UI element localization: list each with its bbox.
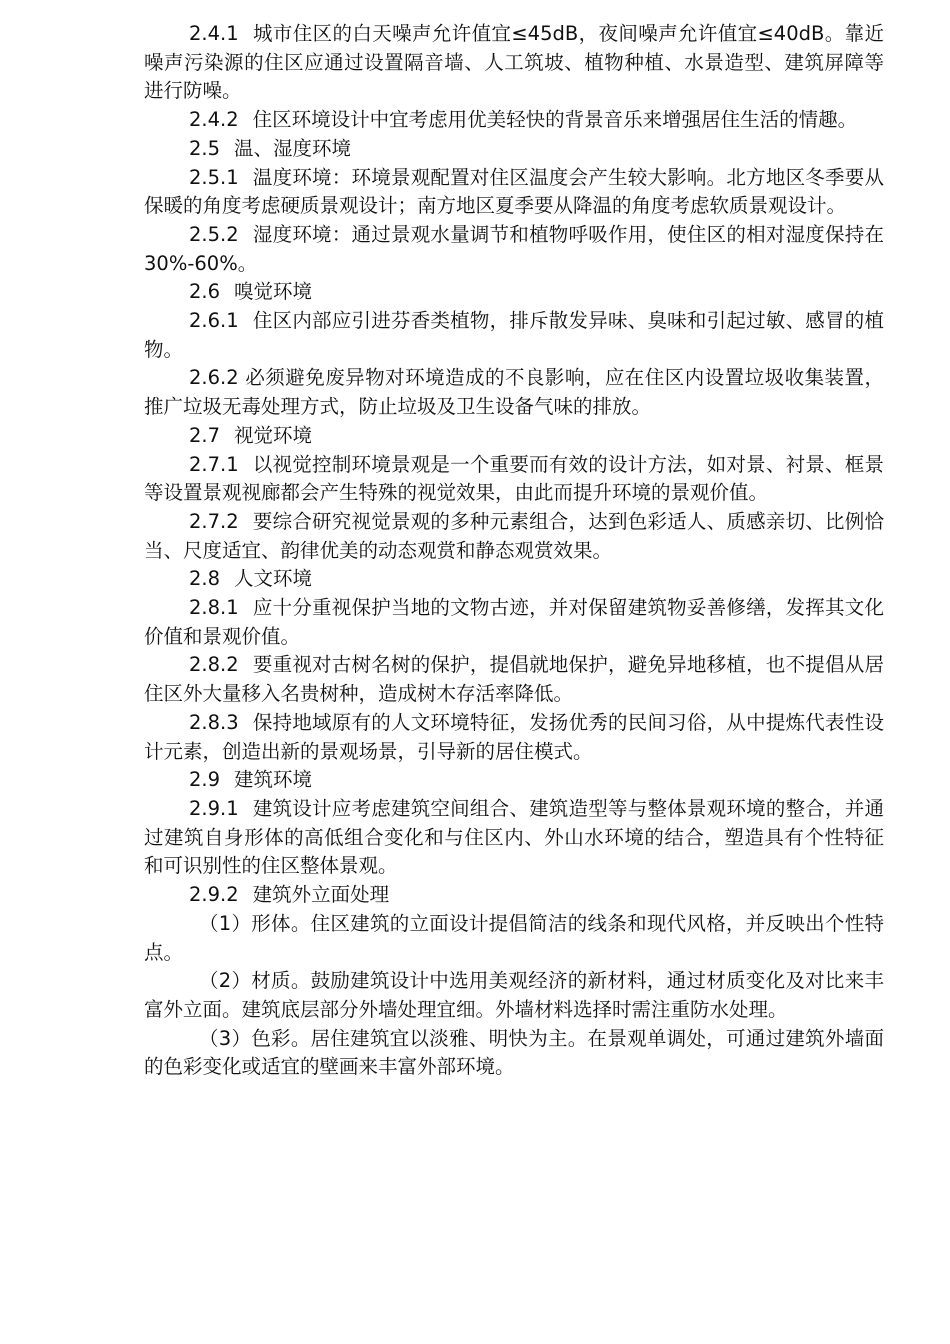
section-number: 2.5.1 bbox=[189, 165, 239, 189]
paragraph-text: 保持地域原有的人文环境特征，发扬优秀的民间习俗，从中提炼代表性设计元素，创造出新的景观场景，引导新的居住模式。 bbox=[144, 710, 884, 763]
paragraph-text: 湿度环境：通过景观水量调节和植物呼吸作用，使住区的相对湿度保持在30%-60%。 bbox=[144, 222, 884, 275]
paragraph-2-5-1 bbox=[144, 164, 884, 221]
section-number: 2.8.1 bbox=[189, 596, 239, 620]
heading-text: 建筑环境 bbox=[234, 768, 313, 792]
paragraph-2-8-3 bbox=[144, 709, 884, 766]
paragraph-2-6-1 bbox=[144, 307, 884, 364]
heading-2-6 bbox=[144, 278, 884, 307]
section-number: 2.7.2 bbox=[189, 509, 239, 533]
section-number: 2.6 bbox=[189, 280, 221, 304]
heading-text: 温、湿度环境 bbox=[234, 136, 352, 160]
heading-text: 人文环境 bbox=[234, 567, 313, 591]
section-number: 2.6.1 bbox=[189, 309, 239, 333]
list-item-color bbox=[144, 1025, 884, 1082]
section-number: 2.5.2 bbox=[189, 222, 239, 246]
list-item-text: （3）色彩。居住建筑宜以淡雅、明快为主。在景观单调处，可通过建筑外墙面的色彩变化或适宜的壁画来丰富外部环境。 bbox=[144, 1026, 884, 1079]
section-number: 2.9.1 bbox=[189, 796, 239, 820]
paragraph-text: 应十分重视保护当地的文物古迹，并对保留建筑物妥善修缮，发挥其文化价值和景观价值。 bbox=[144, 596, 884, 648]
list-item-material bbox=[144, 967, 884, 1024]
section-number: 2.8.3 bbox=[189, 710, 239, 734]
paragraph-2-4-2 bbox=[144, 106, 884, 135]
list-item-form bbox=[144, 910, 884, 967]
document-body bbox=[144, 20, 884, 1082]
paragraph-text: 必须避免废异物对环境造成的不良影响，应在住区内设置垃圾收集装置，推广垃圾无毒处理方式，防止垃圾及卫生设备气味的排放。 bbox=[144, 366, 884, 419]
heading-2-7 bbox=[144, 422, 884, 451]
section-number: 2.9.2 bbox=[189, 883, 239, 907]
section-number: 2.7 bbox=[189, 423, 221, 447]
paragraph-2-8-1 bbox=[144, 594, 884, 651]
section-number: 2.6.2 bbox=[189, 366, 239, 390]
paragraph-2-7-2 bbox=[144, 508, 884, 565]
heading-2-9 bbox=[144, 766, 884, 795]
paragraph-text: 要综合研究视觉景观的多种元素组合，达到色彩适人、质感亲切、比例恰当、尺度适宜、韵律优美的动态观赏和静态观赏效果。 bbox=[144, 509, 884, 562]
section-number: 2.8 bbox=[189, 567, 221, 591]
section-number: 2.7.1 bbox=[189, 452, 239, 476]
heading-text: 视觉环境 bbox=[234, 423, 313, 447]
list-item-text: （1）形体。住区建筑的立面设计提倡简洁的线条和现代风格，并反映出个性特点。 bbox=[144, 911, 884, 964]
heading-text: 嗅觉环境 bbox=[234, 280, 313, 304]
paragraph-2-4-1 bbox=[144, 20, 884, 106]
paragraph-text: 住区内部应引进芬香类植物，排斥散发异味、臭味和引起过敏、感冒的植物。 bbox=[144, 309, 884, 361]
paragraph-text: 住区环境设计中宜考虑用优美轻快的背景音乐来增强居住生活的情趣。 bbox=[252, 108, 858, 132]
heading-text: 建筑外立面处理 bbox=[252, 883, 390, 907]
section-number: 2.9 bbox=[189, 768, 221, 792]
paragraph-text: 建筑设计应考虑建筑空间组合、建筑造型等与整体景观环境的整合，并通过建筑自身形体的高低组合变化和与住区内、外山水环境的结合，塑造具有个性特征和可识别性的住区整体景观。 bbox=[144, 796, 884, 878]
list-item-text: （2）材质。鼓励建筑设计中选用美观经济的新材料，通过材质变化及对比来丰富外立面。建筑底层部分外墙处理宜细。外墙材料选择时需注重防水处理。 bbox=[144, 969, 884, 1021]
paragraph-2-7-1 bbox=[144, 451, 884, 508]
heading-2-9-2 bbox=[144, 881, 884, 910]
paragraph-2-9-1 bbox=[144, 795, 884, 881]
paragraph-text: 温度环境：环境景观配置对住区温度会产生较大影响。北方地区冬季要从保暖的角度考虑硬质景观设计；南方地区夏季要从降温的角度考虑软质景观设计。 bbox=[144, 165, 884, 218]
heading-2-5 bbox=[144, 135, 884, 164]
section-number: 2.5 bbox=[189, 136, 221, 160]
paragraph-text: 城市住区的白天噪声允许值宜≤45dB，夜间噪声允许值宜≤40dB。靠近噪声污染源的住区应通过设置隔音墙、人工筑坡、植物种植、水景造型、建筑屏障等进行防噪。 bbox=[144, 22, 884, 103]
section-number: 2.4.1 bbox=[189, 22, 239, 45]
paragraph-2-6-2 bbox=[144, 364, 884, 421]
section-number: 2.8.2 bbox=[189, 653, 239, 677]
section-number: 2.4.2 bbox=[189, 108, 239, 132]
paragraph-2-5-2 bbox=[144, 221, 884, 278]
paragraph-text: 要重视对古树名树的保护，提倡就地保护，避免异地移植，也不提倡从居住区外大量移入名贵树种，造成树木存活率降低。 bbox=[144, 653, 884, 706]
paragraph-2-8-2 bbox=[144, 651, 884, 708]
paragraph-text: 以视觉控制环境景观是一个重要而有效的设计方法，如对景、衬景、框景等设置景观视廊都会产生特殊的视觉效果，由此而提升环境的景观价值。 bbox=[144, 452, 884, 505]
heading-2-8 bbox=[144, 565, 884, 594]
